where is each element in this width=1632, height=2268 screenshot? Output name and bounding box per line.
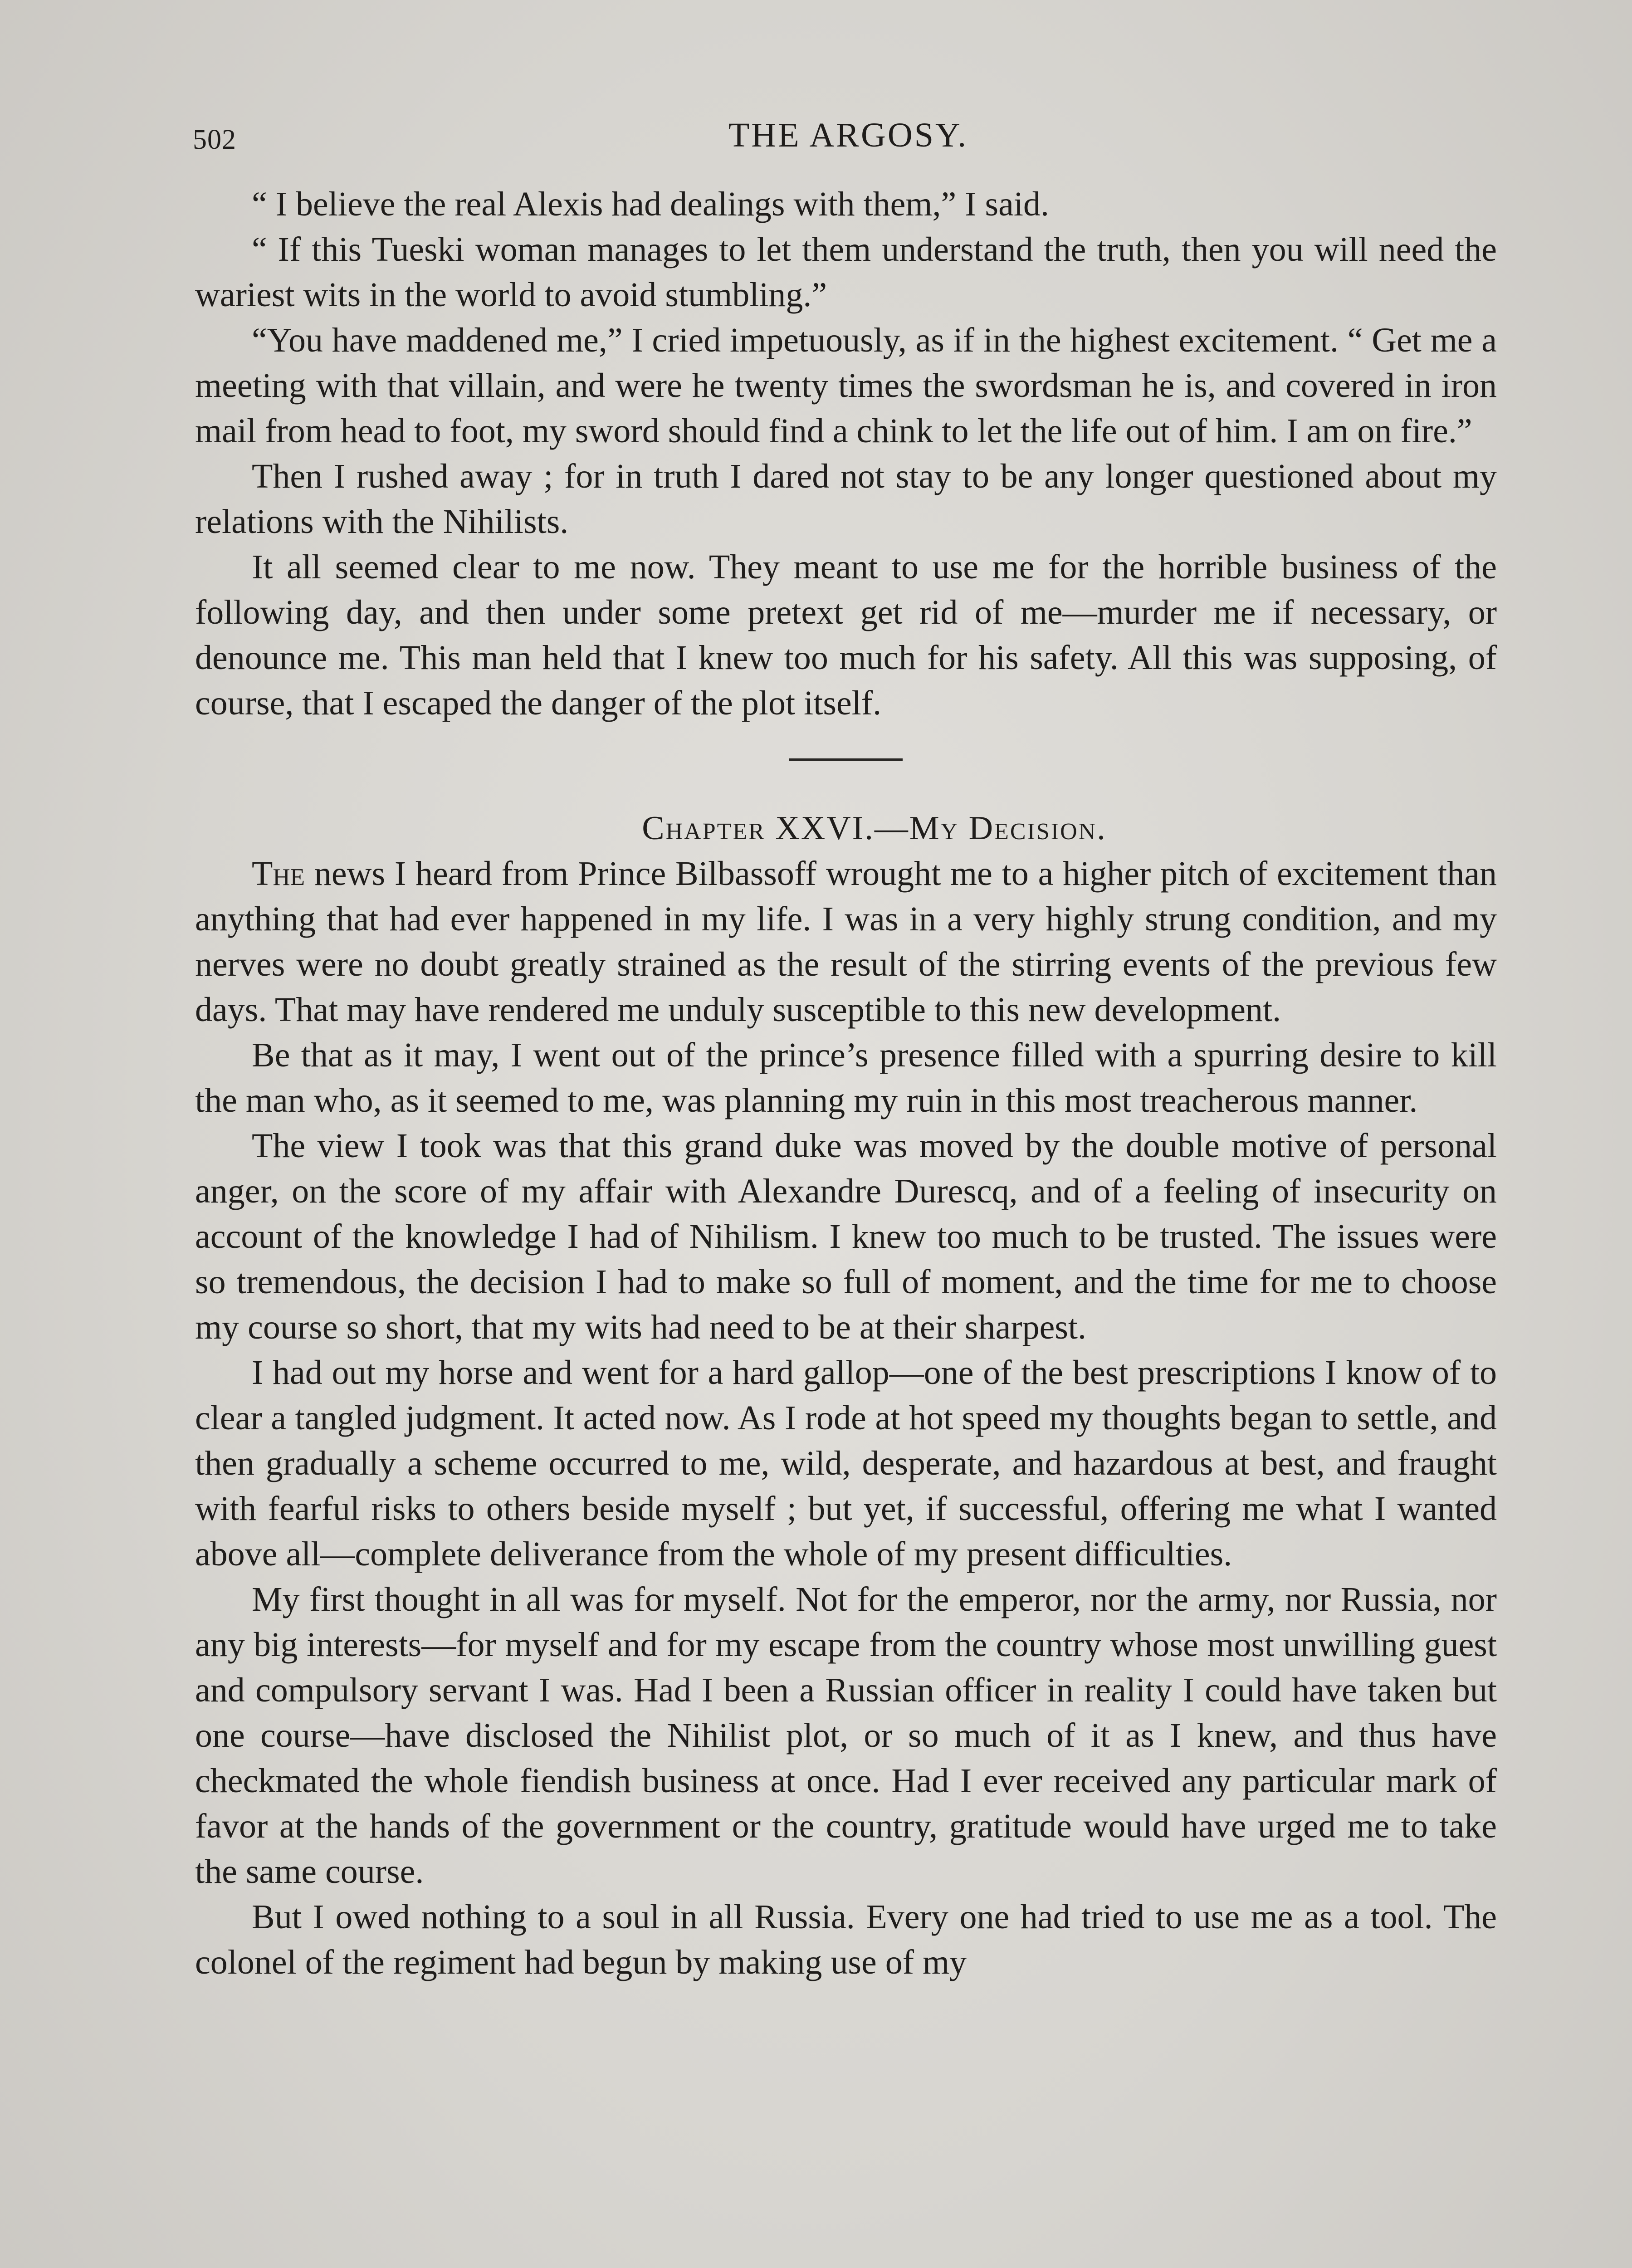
chapter-label: Chapter	[642, 810, 766, 847]
paragraph	[195, 851, 1497, 1032]
paragraph: “You have maddened me,” I cried impetuously, as if in the highest excitement. “ Get me a meeting with that villain, and were he twenty times the swordsman he is, and covered in iron mail from head to foot, my sword should find a chink to let the life out of him. I am on fire.”	[195, 321, 1497, 450]
journal-title: THE ARGOSY.	[728, 116, 968, 154]
chapter-heading	[195, 806, 1497, 851]
paragraph: Be that as it may, I went out of the prince’s presence filled with a spurring desire to kill the man who, as it seemed to me, was planning my ruin in this most treacherous manner.	[195, 1036, 1497, 1119]
body-text	[195, 181, 1497, 1985]
paragraph: “ I believe the real Alexis had dealings with them,” I said.	[252, 185, 1049, 223]
chapter-dash: —	[874, 810, 909, 847]
chapter-title: My Decision.	[909, 810, 1107, 847]
lead-word: The	[252, 855, 305, 893]
section-divider	[789, 758, 903, 761]
paragraph-rest: news I heard from Prince Bilbassoff wrought me to a higher pitch of excitement than anything that had ever happened in my life. I was in a very highly strung condition, and my nerves were no doubt greatly strained as the result of the stirring events of the previous few days. That may have rendered me unduly susceptible to this new development.	[195, 855, 1497, 1029]
paragraph: Then I rushed away ; for in truth I dared not stay to be any longer questioned about my relations with the Nihilists.	[195, 457, 1497, 541]
paragraph: My first thought in all was for myself. Not for the emperor, nor the army, nor Russia, nor any big interests—for myself and for my escape from the country whose most unwilling guest and compulsory servant I was. Had I been a Russian officer in reality I could have taken but one course—have disclosed the Nihilist plot, or so much of it as I knew, and thus have checkmated the whole fiendish business at once. Had I ever received any particular mark of favor at the hands of the government or the country, gratitude would have urged me to take the same course.	[195, 1580, 1497, 1891]
paragraph: I had out my horse and went for a hard gallop—one of the best prescriptions I know of to clear a tangled judgment. It acted now. As I rode at hot speed my thoughts began to settle, and then gradually a scheme occurred to me, wild, desperate, and hazardous at best, and fraught with fearful risks to others beside myself ; but yet, if successful, offering me what I wanted above all—complete deliverance from the whole of my present difficulties.	[195, 1354, 1497, 1573]
paragraph: But I owed nothing to a soul in all Russia. Every one had tried to use me as a tool. The colonel of the regiment had begun by making use of my	[195, 1898, 1497, 1981]
paragraph: “ If this Tueski woman manages to let them understand the truth, then you will need the wariest wits in the world to avoid stumbling.”	[195, 230, 1497, 314]
paragraph: It all seemed clear to me now. They meant to use me for the horrible business of the following day, and then under some pretext get rid of me—murder me if necessary, or denounce me. This man held that I knew too much for his safety. All this was supposing, of course, that I escaped the danger of the plot itself.	[195, 548, 1497, 722]
running-head	[193, 116, 1504, 166]
paragraph: The view I took was that this grand duke was moved by the double motive of personal anger, on the score of my affair with Alexandre Durescq, and of a feeling of insecurity on account of the knowledge I had of Nihilism. I knew too much to be trusted. The issues were so tremendous, the decision I had to make so full of moment, and the time for me to choose my course so short, that my wits had need to be at their sharpest.	[195, 1127, 1497, 1346]
page-number: 502	[193, 124, 236, 155]
chapter-numeral: XXVI.	[775, 810, 875, 847]
